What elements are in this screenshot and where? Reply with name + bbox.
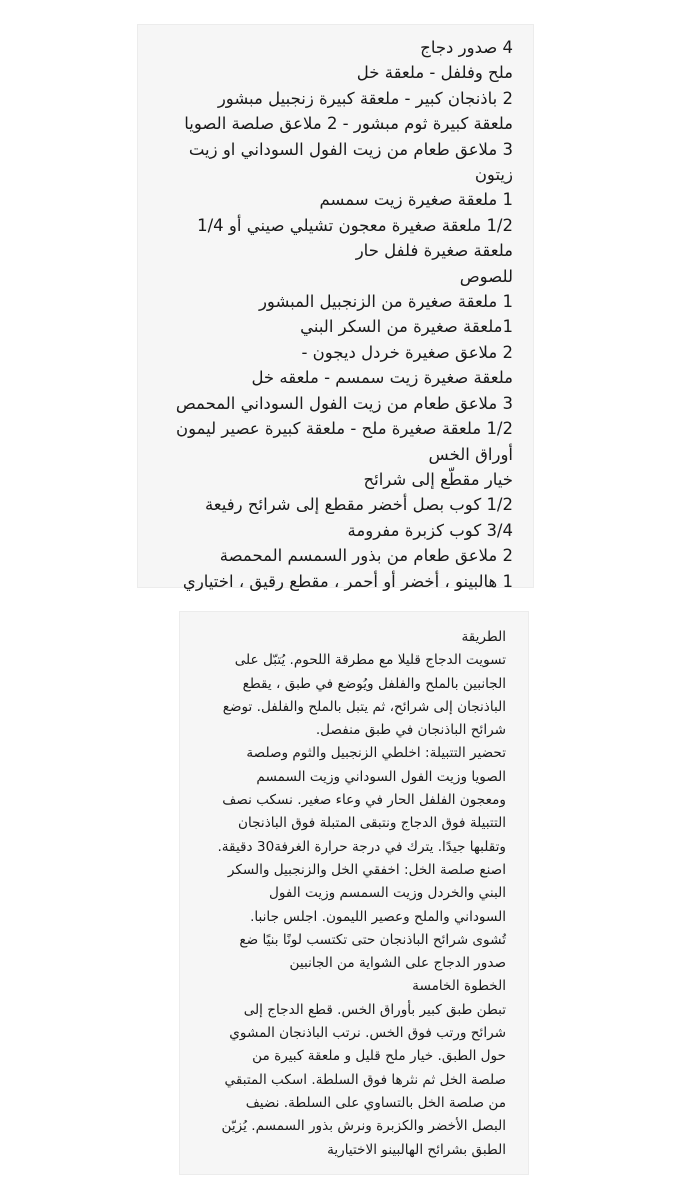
ingredient-line: 3 ملاعق طعام من زيت الفول السوداني او زيت (188, 139, 513, 159)
ingredient-line: أوراق الخس (428, 444, 513, 464)
ingredient-line: 1 ملعقة صغيرة من الزنجبيل المبشور (258, 292, 513, 312)
ingredient-line: زيتون (474, 165, 513, 185)
method-line: البصل الأخضر والكزبرة ونرش بذور السمسم. يُزيّن (221, 1118, 506, 1135)
ingredient-line: 1/2 ملعقة صغيرة معجون تشيلي صيني أو 1/4 (197, 215, 513, 235)
ingredient-line: 2 ملاعق صغيرة خردل ديجون - (301, 342, 513, 362)
ingredient-line: 1ملعقة صغيرة من السكر البني (300, 317, 513, 337)
ingredient-line: ملعقة صغيرة فلفل حار (355, 241, 513, 261)
method-line: وتقلبها جيدًا. يترك في درجة حرارة الغرفة30 دقيقة. (217, 838, 506, 855)
method-line: الطبق بشرائح الهالبينو الاختيارية (327, 1141, 506, 1158)
method-line: البني والخردل وزيت السمسم وزيت الفول (268, 885, 506, 902)
method-line: تحضير التتبيلة: اخلطي الزنجبيل والثوم وصلصة (246, 745, 506, 762)
method-card (180, 612, 528, 1174)
method-line: الصويا وزيت الفول السوداني وزيت السمسم (256, 768, 506, 785)
method-line: تسويت الدجاج قليلا مع مطرقة اللحوم. يُتبّل على (234, 652, 506, 669)
ingredient-line: 1 هالبينو ، أخضر أو أحمر ، مقطع رقيق ، اختياري (182, 571, 513, 591)
ingredient-line: ملعقة كبيرة ثوم مبشور - 2 ملاعق صلصة الصويا (184, 114, 513, 134)
ingredient-line: ملعقة صغيرة زيت سمسم - ملعقه خل (251, 368, 513, 388)
sauce-heading: للصوص (459, 266, 513, 286)
method-line: حول الطبق. خيار ملح قليل و ملعقة كبيرة من (252, 1048, 506, 1065)
method-line: من صلصة الخل بالتساوي على السلطة. نضيف (245, 1094, 506, 1111)
method-line: الجانبين بالملح والفلفل ويُوضع في طبق ، يقطع (242, 675, 506, 692)
method-line: التتبيلة فوق الدجاج ونتبقى المتبلة فوق الباذنجان (238, 815, 506, 832)
ingredient-line: 3/4 كوب كزبرة مفرومة (347, 520, 513, 540)
step-five-heading: الخطوة الخامسة (412, 978, 506, 995)
method-line: صلصة الخل ثم نثرها فوق السلطة. اسكب المتبقي (224, 1071, 506, 1088)
method-line: شرائح الباذنجان في طبق منفصل. (315, 722, 506, 739)
method-line: ومعجون الفلفل الحار في وعاء صغير. نسكب نصف (222, 792, 506, 809)
ingredient-line: 3 ملاعق طعام من زيت الفول السوداني المحمص (175, 393, 513, 413)
ingredient-line: 1/2 كوب بصل أخضر مقطع إلى شرائح رفيعة (204, 495, 513, 515)
method-heading: الطريقة (461, 629, 506, 645)
ingredient-line: 4 صدور دجاج (420, 38, 513, 57)
method-line: السوداني والملح وعصير الليمون. اجلس جانبا. (250, 908, 506, 925)
method-line: اصنع صلصة الخل: اخفقي الخل والزنجبيل والسكر (227, 861, 506, 878)
method-line: الباذنجان إلى شرائح، ثم يتبل بالملح والفلفل. توضع (222, 698, 506, 715)
ingredient-line: 1 ملعقة صغيرة زيت سمسم (319, 190, 513, 210)
ingredient-line: 2 ملاعق طعام من بذور السمسم المحمصة (219, 546, 513, 566)
method-line: تُشوى شرائح الباذنجان حتى تكتسب لونًا بنيًا ضع (239, 931, 506, 948)
ingredient-line: 2 باذنجان كبير - ملعقة كبيرة زنجبيل مبشور (217, 88, 513, 108)
ingredients-card (138, 25, 533, 591)
method-line: شرائح ورتب فوق الخس. نرتب الباذنجان المشوي (229, 1025, 506, 1042)
ingredient-line: 1/2 ملعقة صغيرة ملح - ملعقة كبيرة عصير ليمون (175, 419, 513, 439)
method-line: صدور الدجاج على الشواية من الجانبين (289, 955, 506, 972)
ingredient-line: ملح وفلفل - ملعقة خل (356, 63, 513, 83)
ingredient-line: خيار مقطّع إلى شرائح (363, 469, 513, 489)
method-line: تبطن طبق كبير بأوراق الخس. قطع الدجاج إلى (243, 1001, 506, 1018)
